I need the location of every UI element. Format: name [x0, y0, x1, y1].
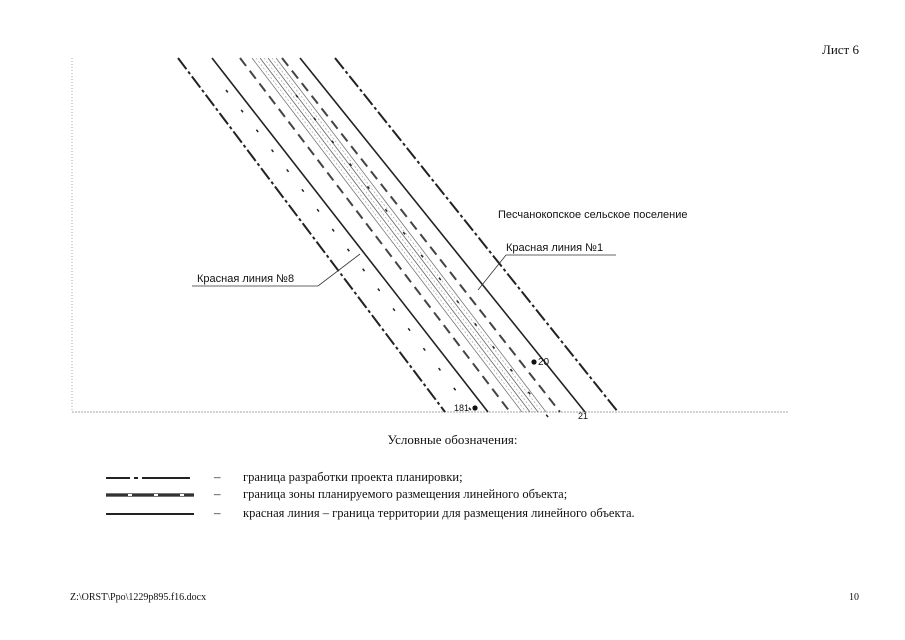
settlement-label: Песчанокопское сельское поселение — [498, 209, 688, 221]
legend-dash: – — [214, 486, 221, 501]
legend-text: граница зоны планируемого размещения линейного объекта; — [243, 487, 568, 501]
legend-item-zone — [106, 487, 786, 503]
road-edge-7 — [276, 58, 546, 412]
planning-boundary-left — [178, 58, 445, 412]
point-181-label: 181 — [454, 403, 470, 413]
lane-marks-right — [296, 95, 566, 420]
legend-item-red-line — [106, 506, 786, 522]
red-line-8-label: Красная линия №8 — [197, 273, 295, 285]
footer-page-number: 10 — [849, 592, 859, 603]
zone-boundary-left — [240, 58, 510, 412]
zone-line-symbol — [106, 493, 194, 497]
legend-text: граница разработки проекта планировки; — [243, 470, 463, 484]
lane-marks-left — [226, 90, 486, 420]
road-edge-5 — [268, 58, 538, 412]
boundary-line-symbol — [106, 477, 194, 479]
legend-dash: – — [214, 505, 221, 520]
planning-boundary-right — [335, 58, 618, 412]
legend-item-boundary — [106, 470, 786, 486]
red-line-1-label: Красная линия №1 — [506, 242, 604, 254]
road-edge-4 — [264, 58, 534, 412]
point-20-label: 20 — [538, 357, 550, 368]
footer-file-path: Z:\ORST\Ppo\1229p895.f16.docx — [70, 592, 207, 603]
road-edge-2 — [256, 58, 526, 412]
zone-boundary-right — [282, 58, 560, 412]
road-edge-1 — [252, 58, 522, 412]
road-edge-6 — [272, 58, 542, 412]
sheet-number: Лист 6 — [822, 42, 859, 57]
legend-dash: – — [214, 469, 221, 484]
road-corridor — [178, 58, 618, 420]
leader-red-line-1 — [478, 255, 616, 290]
point-20-marker — [531, 359, 536, 364]
legend-text: красная линия – граница территории для размещения линейного объекта. — [243, 506, 635, 520]
red-line-8 — [212, 58, 488, 412]
legend-title: Условные обозначения: — [387, 432, 518, 447]
red-line-symbol — [106, 513, 194, 515]
point-181-marker — [472, 405, 477, 410]
point-21-label: 21 — [578, 411, 589, 420]
road-edge-3 — [260, 58, 530, 412]
